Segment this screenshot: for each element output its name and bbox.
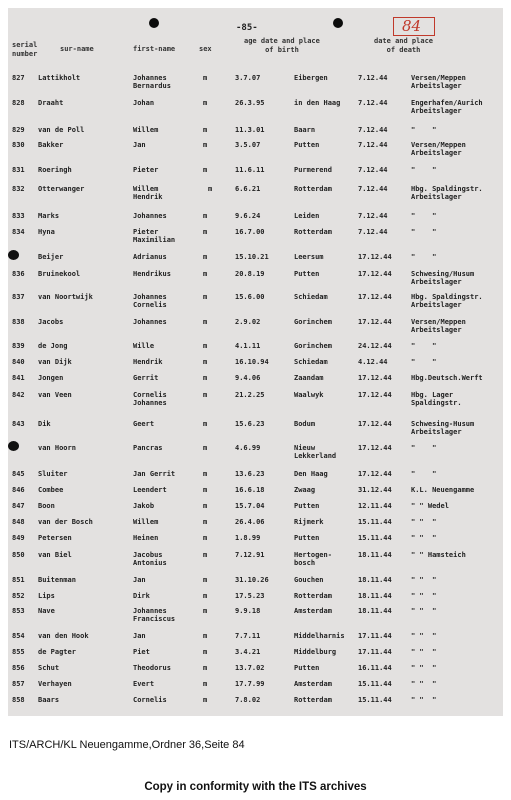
cell-date: 26.3.95	[235, 99, 265, 107]
page-marker: -85-	[236, 23, 258, 33]
cell-place: Schiedam	[294, 358, 328, 366]
cell-firstname: Willem	[133, 126, 159, 134]
cell-death-place: " " "	[411, 632, 437, 640]
cell-death-place: " "	[411, 166, 437, 174]
cell-serial: 840	[12, 358, 25, 366]
cell-sex: m	[203, 253, 208, 261]
cell-death-place: " " "	[411, 592, 437, 600]
cell-date: 17.5.23	[235, 592, 265, 600]
cell-death-place: K.L. Neuengamme	[411, 486, 475, 494]
cell-date: 16.6.18	[235, 486, 265, 494]
cell-death-place: Hbg. Spaldingstr. Arbeitslager	[411, 293, 483, 309]
cell-place: Hertogen- bosch	[294, 551, 332, 567]
cell-place: Amsterdam	[294, 680, 332, 688]
cell-place: Gorinchem	[294, 342, 332, 350]
cell-firstname: Willem Hendrik	[133, 185, 163, 201]
cell-date: 20.8.19	[235, 270, 265, 278]
cell-place: Middelburg	[294, 648, 337, 656]
cell-place: Putten	[294, 664, 320, 672]
cell-date: 26.4.06	[235, 518, 265, 526]
cell-sex: m	[203, 318, 208, 326]
cell-death-date: 18.11.44	[358, 551, 392, 559]
cell-death-place: " " Wedel	[411, 502, 449, 510]
cell-sex: m	[203, 212, 208, 220]
cell-date: 6.6.21	[235, 185, 261, 193]
cell-firstname: Gerrit	[133, 374, 159, 382]
cell-serial: 848	[12, 518, 25, 526]
cell-surname: Baars	[38, 696, 60, 704]
cell-firstname: Heinen	[133, 534, 159, 542]
cell-serial: 857	[12, 680, 25, 688]
cell-surname: van der Bosch	[38, 518, 93, 526]
cell-sex: m	[203, 374, 208, 382]
cell-death-place: Versen/Meppen Arbeitslager	[411, 318, 466, 334]
cell-surname: Marks	[38, 212, 60, 220]
cell-sex: m	[203, 502, 208, 510]
cell-date: 21.2.25	[235, 391, 265, 399]
record-row	[8, 293, 503, 313]
cell-serial: 858	[12, 696, 25, 704]
cell-place: Putten	[294, 141, 320, 149]
cell-surname: Otterwanger	[38, 185, 85, 193]
cell-date: 9.4.06	[235, 374, 261, 382]
cell-surname: van Hoorn	[38, 444, 76, 452]
cell-firstname: Pancras	[133, 444, 163, 452]
cell-serial: 833	[12, 212, 25, 220]
cell-serial: 854	[12, 632, 25, 640]
record-row	[8, 141, 503, 161]
cell-death-date: 12.11.44	[358, 502, 392, 510]
cell-death-date: 15.11.44	[358, 518, 392, 526]
cell-place: Zaandam	[294, 374, 324, 382]
cell-sex: m	[203, 648, 208, 656]
record-row	[8, 270, 503, 290]
record-row	[8, 420, 503, 440]
cell-sex: m	[208, 185, 213, 193]
cell-date: 11.6.11	[235, 166, 265, 174]
cell-death-place: " " Hamsteich	[411, 551, 466, 559]
cell-sex: m	[203, 664, 208, 672]
cell-sex: m	[203, 293, 208, 301]
cell-sex: m	[203, 551, 208, 559]
cell-firstname: Jan	[133, 576, 146, 584]
cell-date: 2.9.02	[235, 318, 261, 326]
cell-firstname: Hendrikus	[133, 270, 171, 278]
cell-place: Waalwyk	[294, 391, 324, 399]
cell-sex: m	[203, 534, 208, 542]
cell-death-place: " " "	[411, 576, 437, 584]
cell-date: 31.10.26	[235, 576, 269, 584]
cell-firstname: Johannes	[133, 318, 167, 326]
record-row	[8, 74, 503, 94]
cell-surname: Dik	[38, 420, 51, 428]
cell-sex: m	[203, 607, 208, 615]
cell-serial: 846	[12, 486, 25, 494]
cell-surname: Petersen	[38, 534, 72, 542]
cell-death-date: 17.12.44	[358, 293, 392, 301]
cell-date: 3.7.07	[235, 74, 261, 82]
cell-death-place: " " "	[411, 696, 437, 704]
cell-firstname: Pieter	[133, 166, 159, 174]
cell-serial: 852	[12, 592, 25, 600]
cell-place: Purmerend	[294, 166, 332, 174]
cell-date: 1.8.99	[235, 534, 261, 542]
cell-sex: m	[203, 391, 208, 399]
cell-firstname: Evert	[133, 680, 155, 688]
cell-serial: 827	[12, 74, 25, 82]
cell-date: 4.6.99	[235, 444, 261, 452]
cell-death-date: 17.12.44	[358, 253, 392, 261]
cell-date: 7.8.02	[235, 696, 261, 704]
record-row	[8, 551, 503, 571]
record-row	[8, 391, 503, 411]
cell-firstname: Cornelis	[133, 696, 167, 704]
ink-mark	[8, 441, 19, 451]
header-firstname: first-name	[133, 45, 176, 53]
cell-sex: m	[203, 228, 208, 236]
cell-death-date: 15.11.44	[358, 680, 392, 688]
cell-date: 16.10.94	[235, 358, 269, 366]
cell-death-place: " "	[411, 342, 437, 350]
cell-serial: 839	[12, 342, 25, 350]
cell-sex: m	[203, 632, 208, 640]
cell-place: Amsterdam	[294, 607, 332, 615]
cell-serial: 856	[12, 664, 25, 672]
cell-firstname: Adrianus	[133, 253, 167, 261]
cell-place: Leersum	[294, 253, 324, 261]
cell-sex: m	[203, 592, 208, 600]
cell-sex: m	[203, 576, 208, 584]
cell-death-date: 31.12.44	[358, 486, 392, 494]
cell-serial: 855	[12, 648, 25, 656]
cell-date: 13.7.02	[235, 664, 265, 672]
cell-place: Baarn	[294, 126, 316, 134]
cell-serial: 847	[12, 502, 25, 510]
record-row	[8, 99, 503, 119]
cell-death-date: 7.12.44	[358, 74, 388, 82]
cell-death-date: 17.11.44	[358, 632, 392, 640]
cell-surname: Beijer	[38, 253, 64, 261]
cell-serial: 834	[12, 228, 25, 236]
cell-sex: m	[203, 342, 208, 350]
cell-serial: 836	[12, 270, 25, 278]
cell-serial: 832	[12, 185, 25, 193]
cell-death-place: " "	[411, 470, 437, 478]
cell-surname: van Dijk	[38, 358, 72, 366]
cell-place: Putten	[294, 502, 320, 510]
cell-death-date: 15.11.44	[358, 534, 392, 542]
source-caption: ITS/ARCH/KL Neuengamme,Ordner 36,Seite 84	[9, 739, 245, 751]
cell-death-date: 7.12.44	[358, 99, 388, 107]
cell-place: Rotterdam	[294, 185, 332, 193]
record-row	[8, 607, 503, 627]
cell-surname: van Veen	[38, 391, 72, 399]
cell-death-place: " "	[411, 228, 437, 236]
cell-place: in den Haag	[294, 99, 341, 107]
cell-firstname: Jacobus Antonius	[133, 551, 167, 567]
cell-surname: Jacobs	[38, 318, 64, 326]
cell-firstname: Geert	[133, 420, 155, 428]
punch-hole-right	[333, 18, 343, 28]
cell-place: Zwaag	[294, 486, 316, 494]
cell-firstname: Cornelis Johannes	[133, 391, 167, 407]
cell-sex: m	[203, 696, 208, 704]
cell-place: Middelharnis	[294, 632, 345, 640]
cell-death-date: 17.12.44	[358, 270, 392, 278]
cell-sex: m	[203, 99, 208, 107]
cell-place: Gorinchem	[294, 318, 332, 326]
cell-surname: Bruinekool	[38, 270, 81, 278]
header-serial: serial number	[12, 41, 38, 58]
ink-mark	[8, 250, 19, 260]
cell-firstname: Jakob	[133, 502, 155, 510]
cell-death-date: 17.12.44	[358, 318, 392, 326]
cell-surname: Schut	[38, 664, 60, 672]
cell-firstname: Johannes Cornelis	[133, 293, 167, 309]
cell-place: Putten	[294, 270, 320, 278]
cell-death-date: 17.12.44	[358, 470, 392, 478]
cell-surname: Draaht	[38, 99, 64, 107]
cell-serial: 837	[12, 293, 25, 301]
header-birth: age date and place of birth	[244, 37, 320, 54]
cell-sex: m	[203, 486, 208, 494]
cell-serial: 841	[12, 374, 25, 382]
cell-death-date: 17.11.44	[358, 648, 392, 656]
cell-firstname: Leendert	[133, 486, 167, 494]
cell-death-date: 17.12.44	[358, 374, 392, 382]
cell-sex: m	[203, 141, 208, 149]
cell-firstname: Jan	[133, 141, 146, 149]
cell-surname: de Jong	[38, 342, 68, 350]
cell-place: Putten	[294, 534, 320, 542]
cell-surname: Lattikholt	[38, 74, 81, 82]
cell-place: Rotterdam	[294, 228, 332, 236]
cell-death-place: Versen/Meppen Arbeitslager	[411, 141, 466, 157]
cell-death-place: " " "	[411, 518, 437, 526]
cell-serial: 851	[12, 576, 25, 584]
cell-firstname: Johannes Bernardus	[133, 74, 171, 90]
cell-death-place: " "	[411, 444, 437, 452]
cell-death-date: 18.11.44	[358, 607, 392, 615]
cell-death-date: 17.12.44	[358, 391, 392, 399]
cell-sex: m	[203, 470, 208, 478]
cell-place: Den Haag	[294, 470, 328, 478]
cell-date: 15.6.23	[235, 420, 265, 428]
cell-death-place: " " "	[411, 648, 437, 656]
cell-death-place: Hbg. Lager Spaldingstr.	[411, 391, 462, 407]
cell-death-place: " " "	[411, 607, 437, 615]
cell-surname: Verhayen	[38, 680, 72, 688]
cell-death-date: 7.12.44	[358, 126, 388, 134]
cell-place: Rotterdam	[294, 696, 332, 704]
cell-date: 7.12.91	[235, 551, 265, 559]
header-death: date and place of death	[374, 37, 434, 54]
cell-serial: 838	[12, 318, 25, 326]
record-row	[8, 444, 503, 464]
cell-death-place: Schwesing-Husum Arbeitslager	[411, 420, 475, 436]
cell-serial: 831	[12, 166, 25, 174]
cell-surname: Roeringh	[38, 166, 72, 174]
cell-death-place: " "	[411, 358, 437, 366]
cell-death-place: Schwesing/Husum Arbeitslager	[411, 270, 475, 286]
cell-surname: Jongen	[38, 374, 64, 382]
cell-date: 17.7.99	[235, 680, 265, 688]
cell-firstname: Pieter Maximilian	[133, 228, 176, 244]
cell-surname: de Pagter	[38, 648, 76, 656]
cell-death-place: " " "	[411, 534, 437, 542]
header-sex: sex	[199, 45, 212, 53]
cell-place: Leiden	[294, 212, 320, 220]
cell-date: 9.6.24	[235, 212, 261, 220]
cell-place: Rijmerk	[294, 518, 324, 526]
cell-surname: Bakker	[38, 141, 64, 149]
cell-place: Nieuw Lekkerland	[294, 444, 337, 460]
cell-sex: m	[203, 358, 208, 366]
cell-death-date: 17.12.44	[358, 420, 392, 428]
cell-serial: 845	[12, 470, 25, 478]
cell-death-date: 7.12.44	[358, 141, 388, 149]
header-surname: sur-name	[60, 45, 94, 53]
cell-death-place: " " "	[411, 664, 437, 672]
cell-place: Gouchen	[294, 576, 324, 584]
cell-date: 15.7.04	[235, 502, 265, 510]
cell-sex: m	[203, 166, 208, 174]
cell-sex: m	[203, 74, 208, 82]
cell-death-date: 18.11.44	[358, 592, 392, 600]
cell-date: 3.5.07	[235, 141, 261, 149]
cell-date: 15.6.00	[235, 293, 265, 301]
cell-place: Schiedam	[294, 293, 328, 301]
cell-death-place: Versen/Meppen Arbeitslager	[411, 74, 466, 90]
cell-death-place: " " "	[411, 680, 437, 688]
cell-serial: 849	[12, 534, 25, 542]
cell-death-date: 16.11.44	[358, 664, 392, 672]
cell-firstname: Jan	[133, 632, 146, 640]
cell-serial: 853	[12, 607, 25, 615]
cell-surname: Sluiter	[38, 470, 68, 478]
cell-death-place: " "	[411, 253, 437, 261]
cell-firstname: Wille	[133, 342, 155, 350]
cell-serial: 843	[12, 420, 25, 428]
cell-sex: m	[203, 444, 208, 452]
record-row	[8, 166, 503, 186]
cell-firstname: Johannes Franciscus	[133, 607, 176, 623]
record-row	[8, 228, 503, 248]
cell-death-date: 15.11.44	[358, 696, 392, 704]
cell-date: 11.3.01	[235, 126, 265, 134]
cell-death-date: 17.12.44	[358, 444, 392, 452]
cell-death-date: 4.12.44	[358, 358, 388, 366]
cell-date: 15.10.21	[235, 253, 269, 261]
cell-firstname: Theodorus	[133, 664, 171, 672]
cell-sex: m	[203, 420, 208, 428]
record-row	[8, 696, 503, 716]
cell-date: 16.7.00	[235, 228, 265, 236]
cell-place: Bodum	[294, 420, 316, 428]
cell-date: 7.7.11	[235, 632, 261, 640]
punch-hole-left	[149, 18, 159, 28]
cell-death-date: 18.11.44	[358, 576, 392, 584]
document-scan	[8, 8, 503, 716]
record-row	[8, 318, 503, 338]
cell-firstname: Piet	[133, 648, 150, 656]
cell-surname: Combee	[38, 486, 64, 494]
stamp-number: 84	[402, 17, 422, 35]
cell-surname: van den Hook	[38, 632, 89, 640]
cell-death-place: Hbg.Deutsch.Werft	[411, 374, 483, 382]
cell-death-date: 24.12.44	[358, 342, 392, 350]
cell-death-place: " "	[411, 212, 437, 220]
cell-surname: Hyna	[38, 228, 55, 236]
cell-surname: van Noortwijk	[38, 293, 93, 301]
cell-sex: m	[203, 126, 208, 134]
cell-death-date: 7.12.44	[358, 212, 388, 220]
cell-sex: m	[203, 518, 208, 526]
cell-date: 3.4.21	[235, 648, 261, 656]
cell-firstname: Johannes	[133, 212, 167, 220]
cell-death-date: 7.12.44	[358, 228, 388, 236]
cell-place: Eibergen	[294, 74, 328, 82]
cell-serial: 829	[12, 126, 25, 134]
cell-serial: 830	[12, 141, 25, 149]
cell-sex: m	[203, 270, 208, 278]
cell-firstname: Johan	[133, 99, 155, 107]
cell-surname: Nave	[38, 607, 55, 615]
cell-death-date: 7.12.44	[358, 166, 388, 174]
cell-firstname: Hendrik	[133, 358, 163, 366]
record-row	[8, 185, 503, 205]
cell-date: 9.9.18	[235, 607, 261, 615]
cell-firstname: Dirk	[133, 592, 150, 600]
cell-date: 13.6.23	[235, 470, 265, 478]
cell-death-place: Hbg. Spaldingstr. Arbeitslager	[411, 185, 483, 201]
cell-surname: van de Poll	[38, 126, 85, 134]
cell-surname: Buitenman	[38, 576, 76, 584]
cell-death-place: Engerhafen/Aurich Arbeitslager	[411, 99, 483, 115]
cell-death-date: 7.12.44	[358, 185, 388, 193]
copy-note: Copy in conformity with the ITS archives	[144, 781, 367, 793]
cell-firstname: Willem	[133, 518, 159, 526]
cell-place: Rotterdam	[294, 592, 332, 600]
cell-serial: 850	[12, 551, 25, 559]
cell-date: 4.1.11	[235, 342, 261, 350]
cell-surname: van Biel	[38, 551, 72, 559]
cell-serial: 842	[12, 391, 25, 399]
cell-firstname: Jan Gerrit	[133, 470, 176, 478]
cell-surname: Boon	[38, 502, 55, 510]
cell-serial: 828	[12, 99, 25, 107]
cell-surname: Lips	[38, 592, 55, 600]
cell-sex: m	[203, 680, 208, 688]
cell-death-place: " "	[411, 126, 437, 134]
